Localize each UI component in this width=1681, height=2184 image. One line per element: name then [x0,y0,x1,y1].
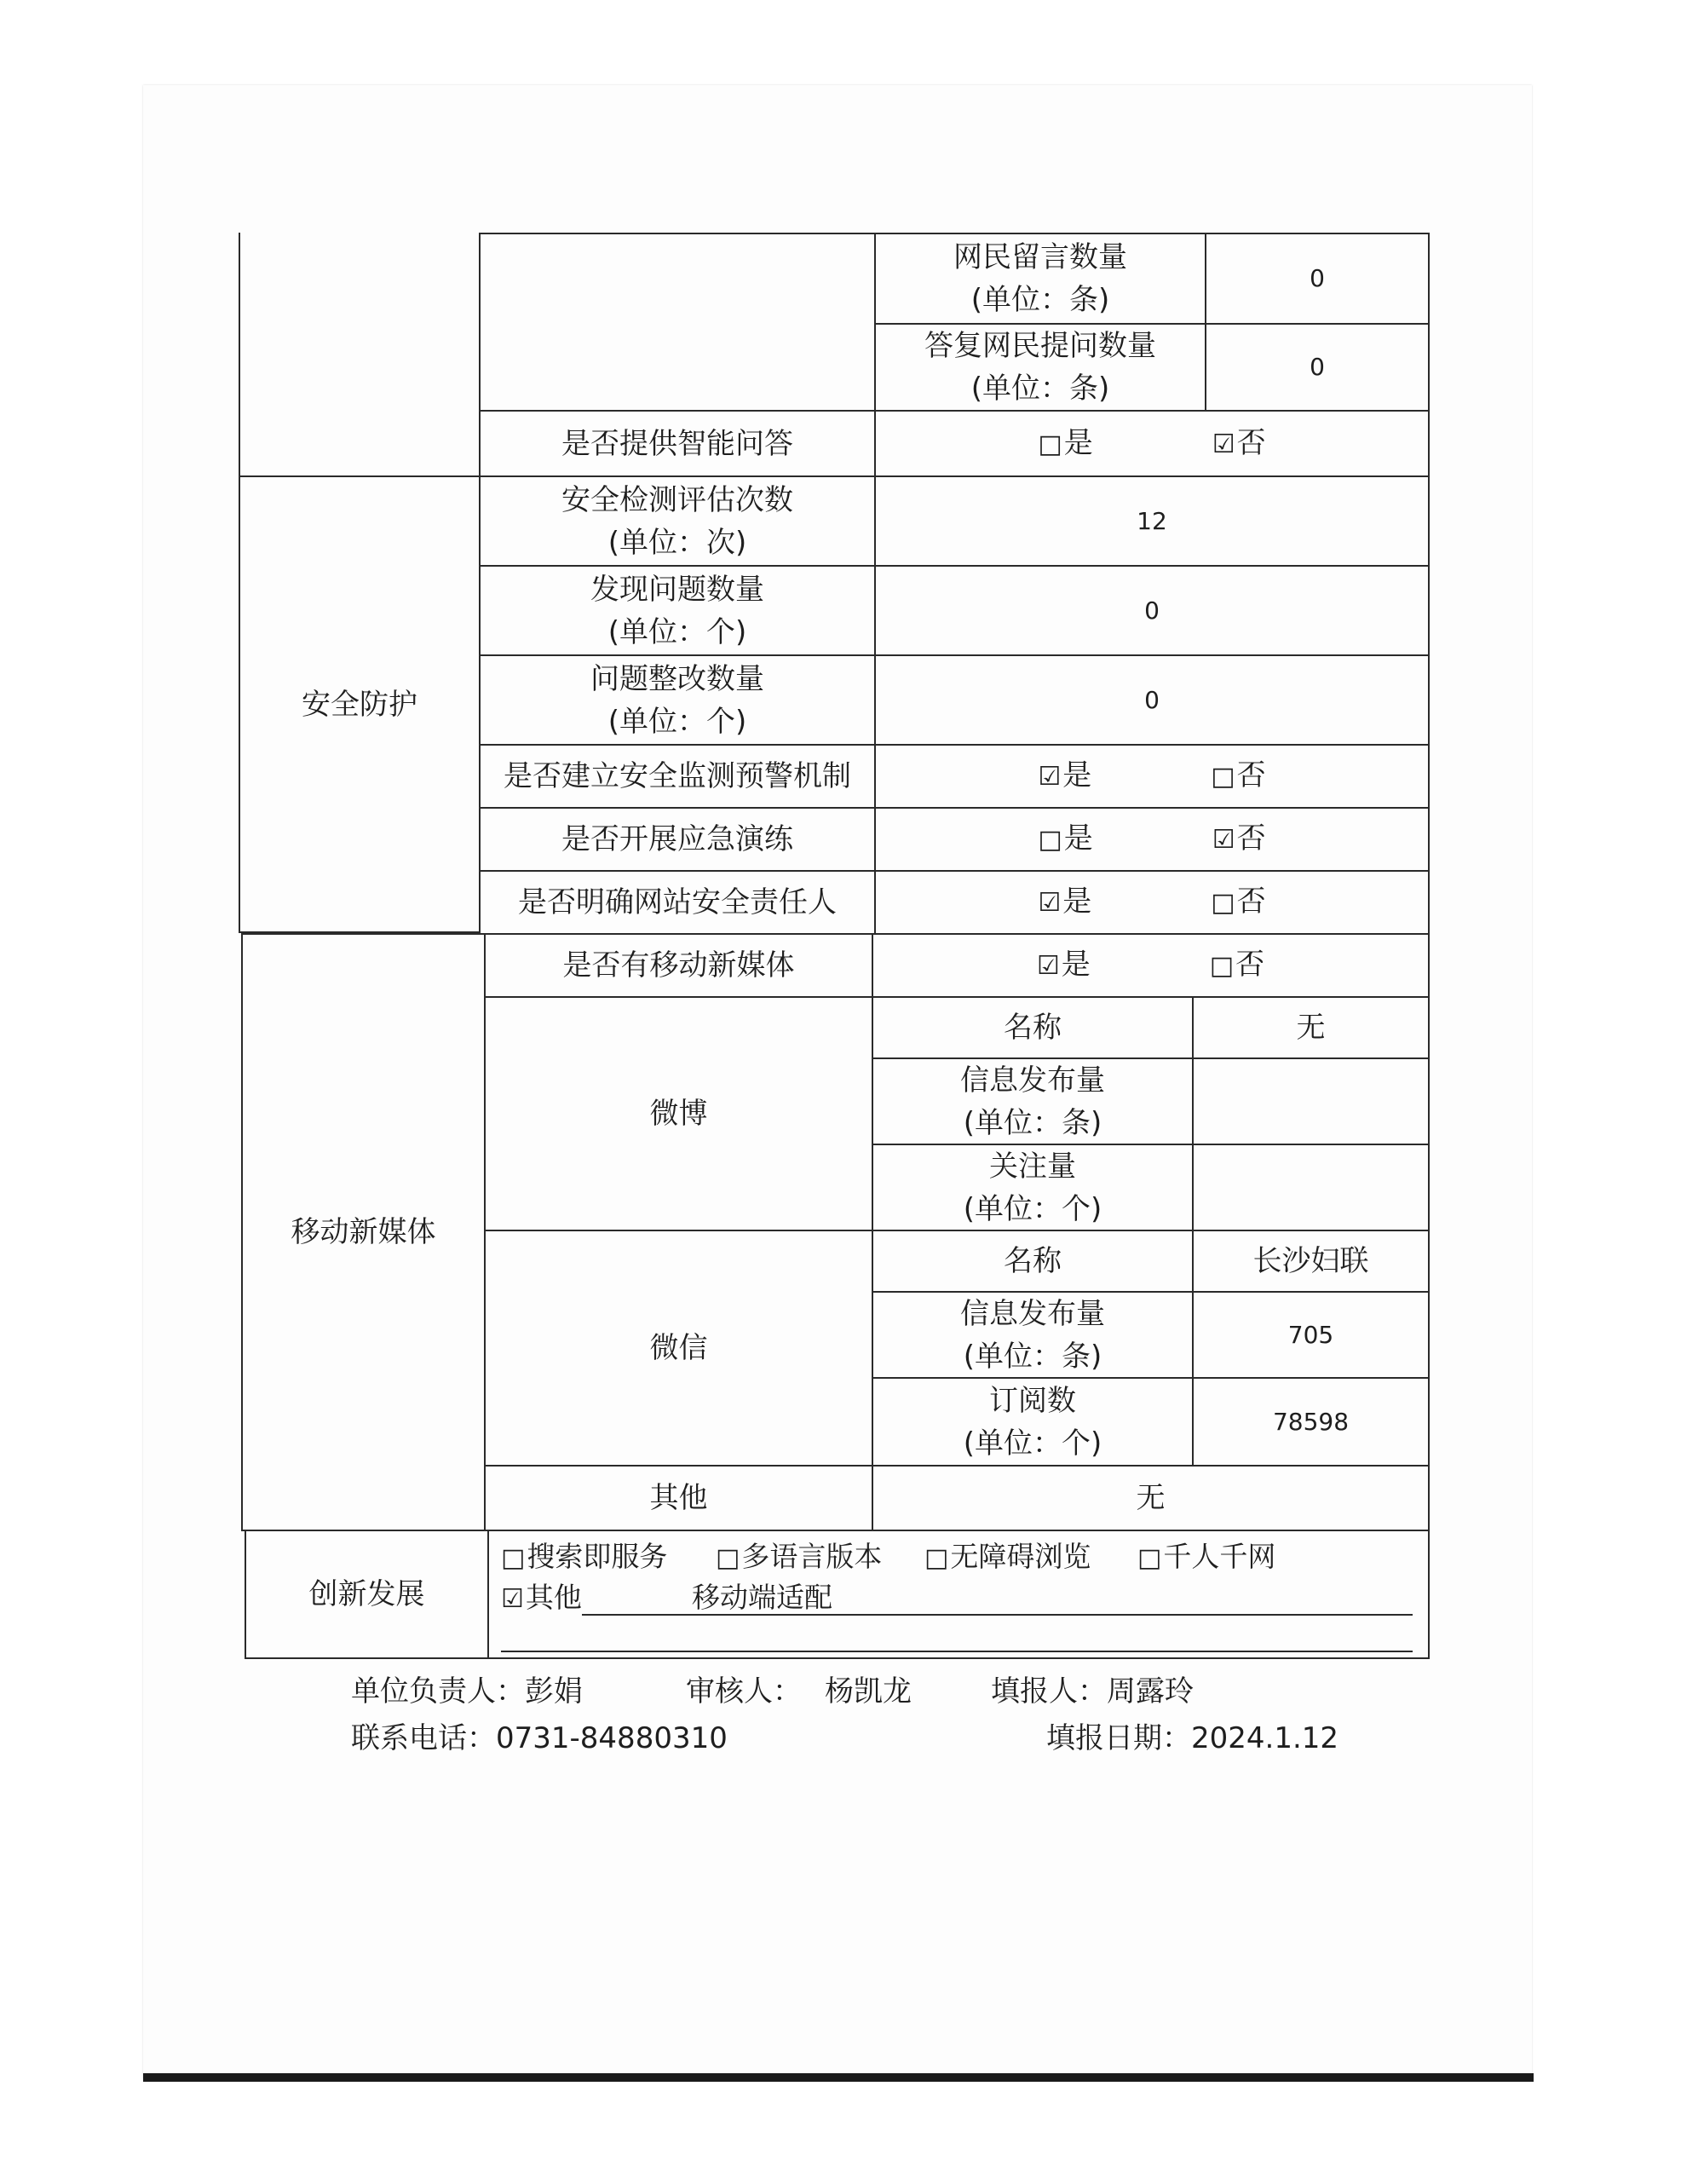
wechat-name-label: 名称 [872,1230,1194,1293]
weibo-name-label: 名称 [872,996,1194,1059]
innovation-other-detail: 移动端适配 [692,1581,832,1614]
drill-no[interactable]: ☑否 [1212,817,1266,861]
smart-qa-label: 是否提供智能问答 [479,410,876,477]
weibo-info-label: 信息发布量 (单位：条) [872,1057,1194,1145]
wechat-name-value: 长沙妇联 [1192,1230,1430,1293]
reply-count-value: 0 [1205,323,1430,412]
fill-date: 填报日期：2024.1.12 [1046,1721,1339,1755]
message-count-label: 网民留言数量 (单位：条) [874,233,1206,325]
drill-options [874,807,1430,872]
checked-box-icon: ☑ [1212,825,1235,855]
reply-count-label: 答复网民提问数量 (单位：条) [874,323,1206,412]
innovation-option-personal[interactable]: □千人千网 [1137,1536,1275,1580]
filler: 填报人：周露玲 [991,1674,1194,1709]
weibo-name-value: 无 [1192,996,1430,1059]
responsible-options [874,870,1430,935]
drill-label: 是否开展应急演练 [479,807,876,872]
issues-found-label: 发现问题数量 (单位：个) [479,565,876,656]
media-section-label: 移动新媒体 [241,933,486,1531]
unchecked-box-icon: □ [1038,429,1062,459]
smart-qa-yes[interactable]: □是 [1038,422,1092,466]
responsible-label: 是否明确网站安全责任人 [479,870,876,935]
checked-box-icon: ☑ [1036,951,1060,981]
other-media-value: 无 [872,1465,1430,1531]
has-media-label: 是否有移动新媒体 [484,933,873,998]
smart-qa-no[interactable]: ☑否 [1212,422,1266,466]
unchecked-box-icon: □ [1038,825,1062,855]
unchecked-box-icon: □ [1211,762,1235,792]
weibo-follow-label: 关注量 (单位：个) [872,1144,1194,1231]
wechat-info-label: 信息发布量 (单位：条) [872,1291,1194,1379]
message-count-value: 0 [1205,233,1430,325]
checked-box-icon: ☑ [1038,762,1062,792]
security-eval-value: 12 [874,475,1430,567]
issues-fixed-label: 问题整改数量 (单位：个) [479,654,876,746]
innovation-option-accessible[interactable]: □无障碍浏览 [924,1536,1091,1580]
smart-qa-options [874,410,1430,477]
contact-phone: 联系电话：0731-84880310 [351,1721,728,1755]
weibo-info-value [1192,1057,1430,1145]
issues-fixed-value: 0 [874,654,1430,746]
issues-found-value: 0 [874,565,1430,656]
monitor-no[interactable]: □否 [1211,754,1265,798]
security-section-label: 安全防护 [239,475,481,933]
unit-head: 单位负责人：彭娟 [351,1674,583,1709]
second-blank-underline [501,1651,1413,1652]
wechat-subscribe-value: 78598 [1192,1377,1430,1467]
wechat-info-value: 705 [1192,1291,1430,1379]
unchecked-box-icon: □ [716,1543,740,1573]
unchecked-box-icon: □ [1211,888,1235,918]
weibo-label: 微博 [484,996,873,1231]
monitor-options [874,744,1430,809]
blank-subsection-cell [479,233,876,412]
paper-bottom-shadow [143,2073,1534,2082]
wechat-label: 微信 [484,1230,873,1467]
innovation-option-search[interactable]: □搜索即服务 [501,1536,667,1580]
monitor-label: 是否建立安全监测预警机制 [479,744,876,809]
unchecked-box-icon: □ [924,1543,949,1573]
has-media-no[interactable]: □否 [1210,943,1264,988]
innovation-option-other[interactable]: ☑其他 [501,1576,582,1621]
unchecked-box-icon: □ [1209,951,1235,981]
innovation-section-label: 创新发展 [245,1530,489,1659]
responsible-yes[interactable]: ☑是 [1038,880,1091,925]
checked-box-icon: ☑ [1212,429,1235,459]
weibo-follow-value [1192,1144,1430,1231]
security-eval-label: 安全检测评估次数 (单位：次) [479,475,876,567]
left-section-continuation [239,233,481,477]
monitor-yes[interactable]: ☑是 [1038,754,1091,798]
other-media-label: 其他 [484,1465,873,1531]
has-media-yes[interactable]: ☑是 [1037,943,1091,988]
has-media-options [872,933,1430,998]
unchecked-box-icon: □ [1137,1543,1162,1573]
other-detail-underline [582,1614,1413,1616]
checked-box-icon: ☑ [501,1584,524,1614]
innovation-option-multilang[interactable]: □多语言版本 [716,1536,882,1580]
wechat-subscribe-label: 订阅数 (单位：个) [872,1377,1194,1467]
drill-yes[interactable]: □是 [1038,817,1092,861]
responsible-no[interactable]: □否 [1211,880,1265,925]
reviewer-name: 杨凯龙 [825,1674,912,1709]
checked-box-icon: ☑ [1038,888,1062,918]
reviewer: 审核人： [686,1674,802,1709]
unchecked-box-icon: □ [501,1543,526,1573]
